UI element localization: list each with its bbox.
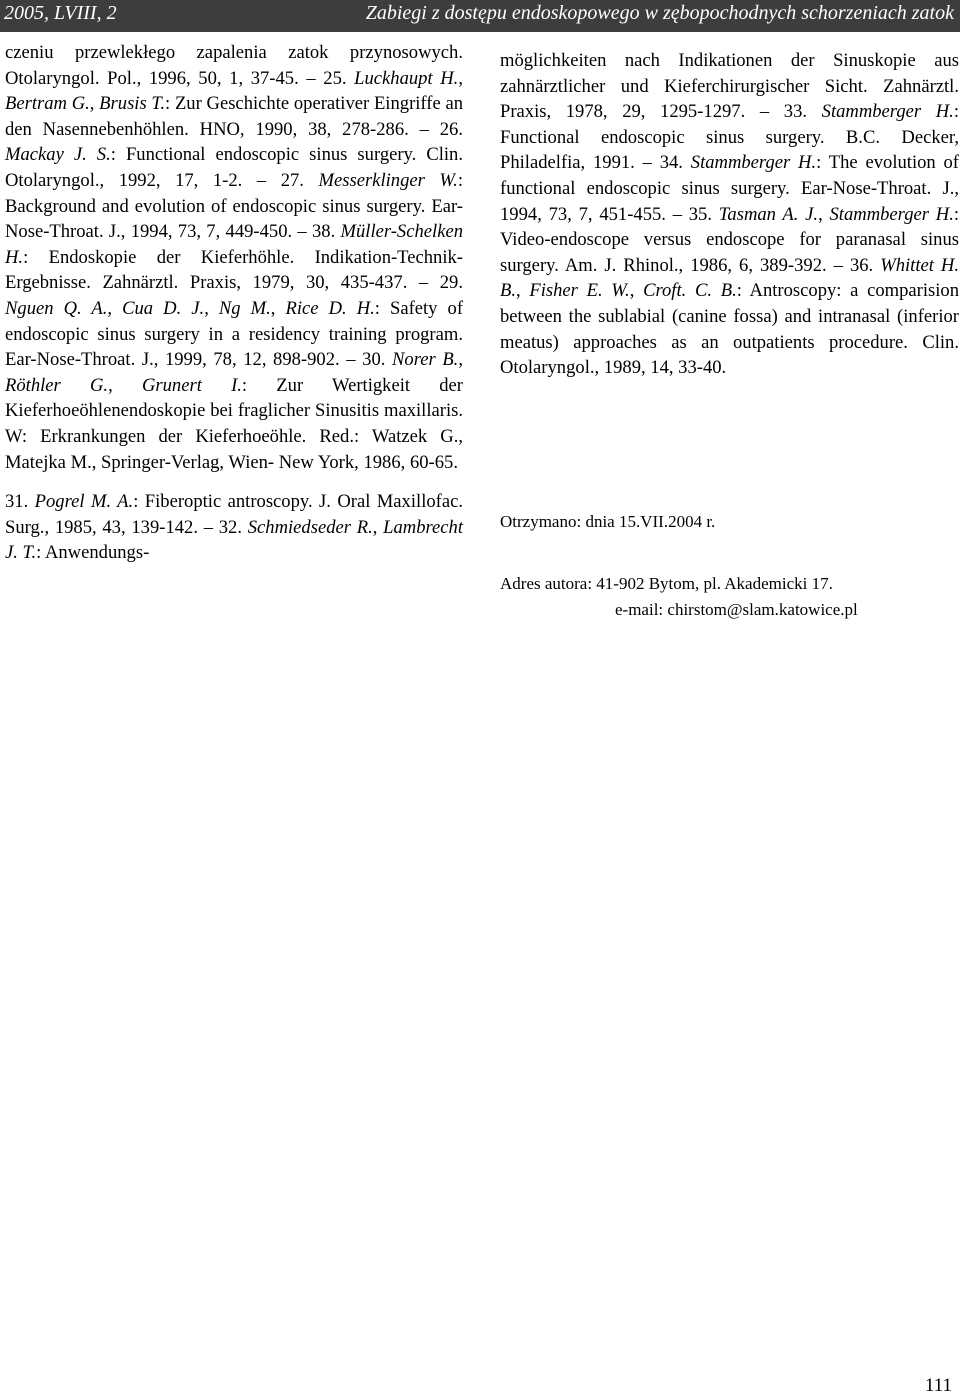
citation-text: : Video-endoscope versus endoscope for paranasal sinus surgery. Am. J. Rhinol., 1986, 6, 389-392. – 36.: [500, 203, 960, 276]
citation-text: : Endoskopie der Kieferhöhle. Indikation-Technik-Ergebnisse. Zahnärztl. Praxis, 1979, 30, 435-437. – 29.: [5, 246, 463, 294]
citation-text: : Fiberoptic antroscopy. J. Oral Maxillofac. Surg., 1985, 43, 139-142. – 32.: [5, 491, 463, 538]
citation-text: : Antroscopy: a comparision between the sublabial (canine fossa) and intranasal (inferior meatus) approaches as an outpatients procedure. Clin. Otolaryngol., 1989, 14, 33-40.: [500, 280, 960, 379]
author-name: Whittet H. B.: [500, 254, 959, 302]
citation-text: : The evolution of functional endoscopic sinus surgery. Ear-Nose-Throat. J., 1994, 73, 7, 451-455. – 35.: [500, 152, 959, 225]
author-name: Stammberger H.: [829, 203, 954, 225]
author-name: Norer B.: [392, 349, 459, 371]
running-header: [0, 0, 960, 32]
author-name: Pogrel M. A.: [34, 491, 134, 513]
author-name: Lambrecht J. T.: [5, 516, 464, 564]
citation-text: ,: [458, 67, 463, 89]
citation-text: ,: [89, 93, 100, 115]
citation-text: möglichkeiten nach Indikationen der Sinuskopie aus zahnärztlicher und Kieferchirurgischer Sicht. Zahnärztl. Praxis, 1978, 29, 1295-1297. – 33.: [500, 50, 959, 123]
author-name: Croft. C. B.: [643, 280, 737, 302]
citation-text: ,: [107, 297, 123, 319]
author-name: Stammberger H.: [690, 152, 817, 174]
author-name: Fisher E. W.: [529, 280, 630, 302]
citation-text: ,: [818, 203, 830, 225]
reference-block: [5, 489, 463, 566]
author-name: Mackay J. S.: [5, 144, 111, 166]
author-name: Schmiedseder R.: [247, 516, 373, 538]
citation-text: ,: [270, 297, 286, 319]
citation-text: 31.: [5, 491, 35, 513]
author-name: Brusis T.: [99, 93, 166, 115]
author-name: Ng M.: [218, 297, 271, 319]
citation-text: ,: [372, 516, 384, 538]
citation-text: ,: [108, 374, 142, 396]
author-name: Nguen Q. A.: [5, 297, 108, 319]
author-name: Stammberger H.: [821, 101, 954, 123]
page-number: 111: [924, 1375, 952, 1396]
author-name: Müller-Schelken H.: [5, 221, 463, 268]
author-address: [500, 571, 940, 623]
citation-text: ,: [516, 280, 530, 302]
citation-text: czeniu przewlekłego zapalenia zatok przynosowych. Otolaryngol. Pol., 1996, 50, 1, 37-45. – 25.: [5, 42, 463, 89]
citation-text: : Functional endoscopic sinus surgery. Clin. Otolaryngol., 1992, 17, 1-2. – 27.: [5, 144, 463, 191]
author-name: Messerklinger W.: [318, 169, 458, 191]
citation-text: : Background and evolution of endoscopic sinus surgery. Ear-Nose-Throat. J., 1994, 73, 7, 449-450. – 38.: [5, 169, 464, 243]
left-column: [5, 40, 463, 566]
citation-text: : Anwendungs-: [36, 542, 150, 564]
right-column: [500, 48, 959, 381]
reference-block: [5, 40, 463, 475]
citation-text: : Safety of endoscopic sinus surgery in a residency training program. Ear-Nose-Throat. J., 1999, 78, 12, 898-902. – 30.: [5, 297, 464, 371]
author-name: Bertram G.: [5, 93, 90, 115]
citation-text: : Zur Geschichte operativer Eingriffe an den Nasennebenhöhlen. HNO, 1990, 38, 278-286. – 26.: [5, 93, 464, 140]
citation-text: ,: [204, 297, 219, 319]
citation-text: : Functional endoscopic sinus surgery. B.C. Decker, Philadelfia, 1991. – 34.: [500, 101, 959, 174]
author-name: Rice D. H.: [285, 297, 375, 319]
citation-text: ,: [629, 280, 644, 302]
author-name: Luckhaupt H.: [354, 67, 459, 89]
citation-text: ,: [458, 349, 463, 371]
address-line: Adres autora: 41-902 Bytom, pl. Akademicki 17.: [500, 574, 833, 593]
running-title: Zabiegi z dostępu endoskopowego w zębopochodnych schorzeniach zatok: [365, 2, 954, 24]
email-line: e-mail: chirstom@slam.katowice.pl: [615, 600, 858, 619]
author-name: Cua D. J.: [122, 297, 205, 319]
received-date: Otrzymano: dnia 15.VII.2004 r.: [500, 512, 716, 531]
author-name: Tasman A. J.: [718, 203, 819, 225]
journal-issue: 2005, LVIII, 2: [4, 2, 117, 24]
reference-block: [500, 48, 959, 381]
author-name: Grunert I.: [141, 374, 242, 396]
citation-text: : Zur Wertigkeit der Kieferhoeöhlenendoskopie bei fraglicher Sinusitis maxillaris. W: Erkrankungen der Kieferhoeöhle. Red.: Watzek G., Matejka M., Springer-Verlag, Wien- New York, 1986, 60-65.: [5, 374, 464, 473]
author-name: Röthler G.: [5, 374, 109, 396]
